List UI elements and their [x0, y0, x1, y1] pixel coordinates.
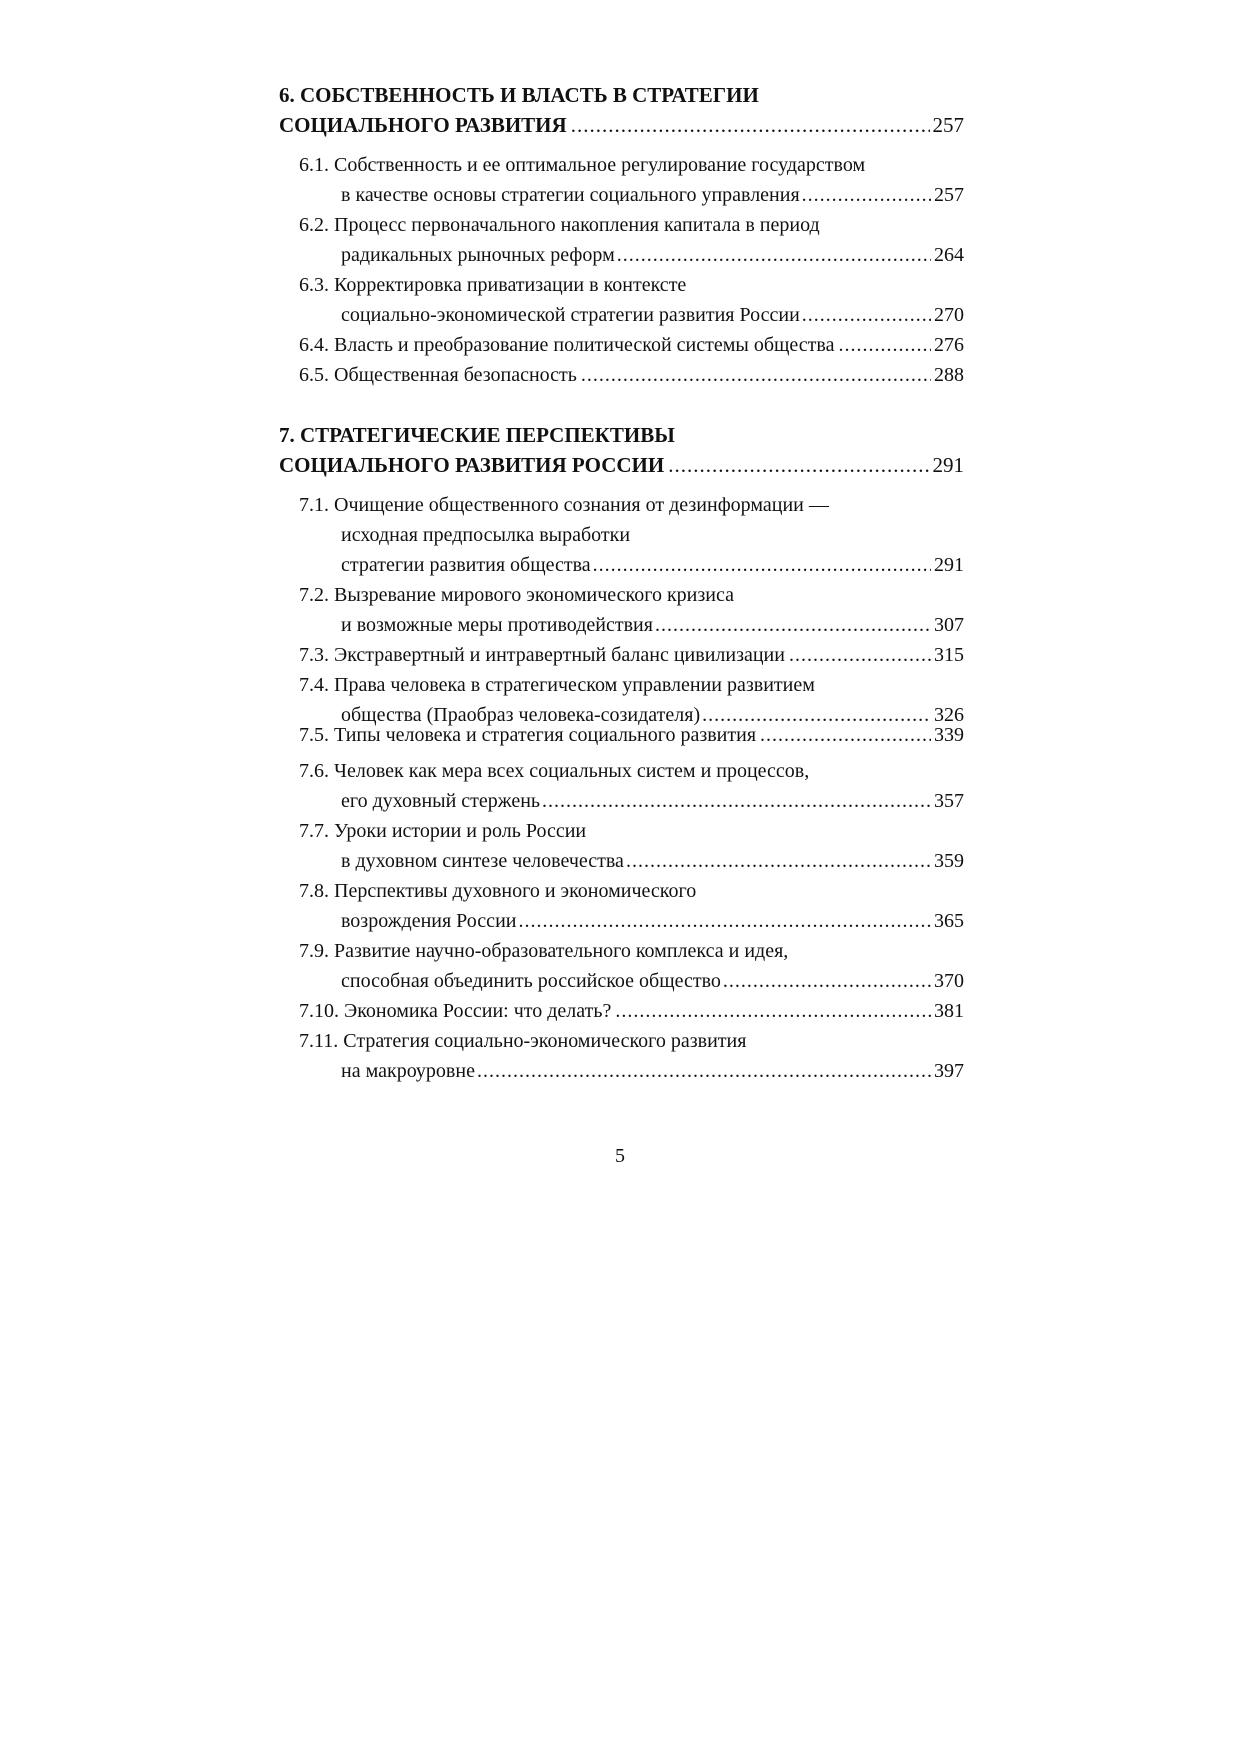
- dot-leader: [542, 786, 931, 816]
- entry-page-number: 326: [934, 704, 964, 726]
- entry-last-line: [299, 996, 964, 1026]
- entry-line: 7.4. Права человека в стратегическом управлении развитием: [299, 674, 815, 696]
- entry-line: возрождения России: [341, 910, 517, 932]
- entry-last-line: [299, 180, 964, 210]
- dot-leader: [615, 996, 931, 1026]
- entry-page-number: 370: [934, 970, 964, 992]
- entry-last-line: [299, 1056, 964, 1086]
- chapter-title-text: СОЦИАЛЬНОГО РАЗВИТИЯ РОССИИ: [279, 453, 665, 477]
- entry-line: в качестве основы стратегии социального управления: [341, 184, 800, 206]
- dot-leader: [617, 240, 931, 270]
- entry-page-number: 359: [934, 850, 964, 872]
- entry-page-number: 291: [934, 554, 964, 576]
- entry-line: 7.1. Очищение общественного сознания от дезинформации —: [299, 494, 829, 516]
- entry-page-number: 397: [934, 1060, 964, 1082]
- toc-entry-7-8: [279, 876, 964, 936]
- entry-line: и возможные меры противодействия: [341, 614, 653, 636]
- chapter-7: [279, 420, 964, 1086]
- dot-leader: [760, 720, 931, 750]
- dot-leader: [593, 550, 931, 580]
- toc-entry-7-10: [279, 996, 964, 1026]
- toc-entry-6-1: [279, 150, 964, 210]
- entry-line: 7.2. Вызревание мирового экономического кризиса: [299, 584, 734, 606]
- entry-line: на макроуровне: [341, 1060, 475, 1082]
- entry-page-number: 257: [934, 184, 964, 206]
- entry-line: 7.8. Перспективы духовного и экономического: [299, 880, 697, 902]
- entry-line: 6.1. Собственность и ее оптимальное регулирование государством: [299, 154, 866, 176]
- entry-last-line: [299, 906, 964, 936]
- dot-leader: [655, 610, 931, 640]
- entry-last-line: [299, 360, 964, 390]
- dot-leader: [802, 180, 931, 210]
- chapter-title: [279, 80, 964, 140]
- dot-leader: [802, 300, 931, 330]
- entry-line: 7.10. Экономика России: что делать?: [299, 1000, 612, 1022]
- entry-page-number: 264: [934, 244, 964, 266]
- entry-last-line: [299, 640, 964, 670]
- entry-last-line: [299, 300, 964, 330]
- chapter-title-line1: 6. СОБСТВЕННОСТЬ И ВЛАСТЬ В СТРАТЕГИИ: [279, 83, 759, 107]
- toc-entry-7-11: [279, 1026, 964, 1086]
- chapter-page-number: 291: [932, 453, 964, 477]
- entry-page-number: 315: [934, 644, 964, 666]
- entry-line: исходная предпосылка выработки: [341, 524, 631, 546]
- entry-page-number: 365: [934, 910, 964, 932]
- toc-entry-7-2: [279, 580, 964, 640]
- toc-entry-7-3: [279, 640, 964, 670]
- toc-entry-6-5: [279, 360, 964, 390]
- toc-entry-7-6: [279, 756, 964, 816]
- entry-line: 7.6. Человек как мера всех социальных систем и процессов,: [299, 760, 810, 782]
- chapter-entries: [279, 150, 964, 390]
- dot-leader: [789, 640, 931, 670]
- entry-line: 6.4. Власть и преобразование политической системы общества: [299, 334, 835, 356]
- chapter-page-number: 257: [932, 113, 964, 137]
- entry-line: 6.5. Общественная безопасность: [299, 364, 577, 386]
- entry-last-line: [299, 846, 964, 876]
- chapter-title-text: СОЦИАЛЬНОГО РАЗВИТИЯ: [279, 113, 567, 137]
- dot-leader: [571, 110, 930, 140]
- entry-page-number: 357: [934, 790, 964, 812]
- entry-line: 6.3. Корректировка приватизации в контексте: [299, 274, 687, 296]
- entry-page-number: 381: [934, 1000, 964, 1022]
- dot-leader: [838, 330, 931, 360]
- entry-page-number: 307: [934, 614, 964, 636]
- toc-entry-7-5: [279, 720, 964, 750]
- entry-page-number: 270: [934, 304, 964, 326]
- entry-line: в духовном синтезе человечества: [341, 850, 624, 872]
- chapter-title: [279, 420, 964, 480]
- chapter-title-line1: 7. СТРАТЕГИЧЕСКИЕ ПЕРСПЕКТИВЫ: [279, 423, 675, 447]
- entry-line: его духовный стержень: [341, 790, 541, 812]
- chapter-entries: [279, 490, 964, 1086]
- chapter-title-line2: [279, 450, 964, 480]
- entry-page-number: 276: [934, 334, 964, 356]
- entry-last-line: [299, 610, 964, 640]
- entry-line: радикальных рыночных реформ: [341, 244, 615, 266]
- entry-line: 7.5. Типы человека и стратегия социального развития: [299, 724, 757, 746]
- entry-page-number: 288: [934, 364, 964, 386]
- dot-leader: [626, 846, 931, 876]
- toc-entry-6-2: [279, 210, 964, 270]
- toc-entry-6-3: [279, 270, 964, 330]
- chapter-title-line2: [279, 110, 964, 140]
- dot-leader: [477, 1056, 931, 1086]
- entry-line: стратегии развития общества: [341, 554, 591, 576]
- page-number: 5: [615, 1145, 625, 1167]
- toc-entry-7-9: [279, 936, 964, 996]
- dot-leader: [581, 360, 931, 390]
- dot-leader: [518, 906, 931, 936]
- entry-last-line: [299, 550, 964, 580]
- table-of-contents: [279, 80, 964, 1092]
- entry-line: 7.7. Уроки истории и роль России: [299, 820, 587, 842]
- entry-last-line: [299, 720, 964, 750]
- entry-last-line: [299, 966, 964, 996]
- dot-leader: [668, 450, 929, 480]
- entry-line: 6.2. Процесс первоначального накопления капитала в период: [299, 214, 820, 236]
- entry-last-line: [299, 240, 964, 270]
- entry-line: социально-экономической стратегии развития России: [341, 304, 800, 326]
- toc-entry-7-1: [279, 490, 964, 580]
- toc-entry-7-7: [279, 816, 964, 876]
- entry-line: 7.11. Стратегия социально-экономического развития: [299, 1030, 747, 1052]
- chapter-6: [279, 80, 964, 390]
- entry-last-line: [299, 786, 964, 816]
- entry-last-line: [299, 330, 964, 360]
- entry-line: общества (Праобраз человека-созидателя): [341, 704, 701, 726]
- entry-line: способная объединить российское общество: [341, 970, 721, 992]
- toc-entry-6-4: [279, 330, 964, 360]
- entry-line: 7.3. Экстравертный и интравертный баланс цивилизации: [299, 644, 785, 666]
- entry-page-number: 339: [934, 724, 964, 746]
- entry-line: 7.9. Развитие научно-образовательного комплекса и идея,: [299, 940, 789, 962]
- dot-leader: [723, 966, 931, 996]
